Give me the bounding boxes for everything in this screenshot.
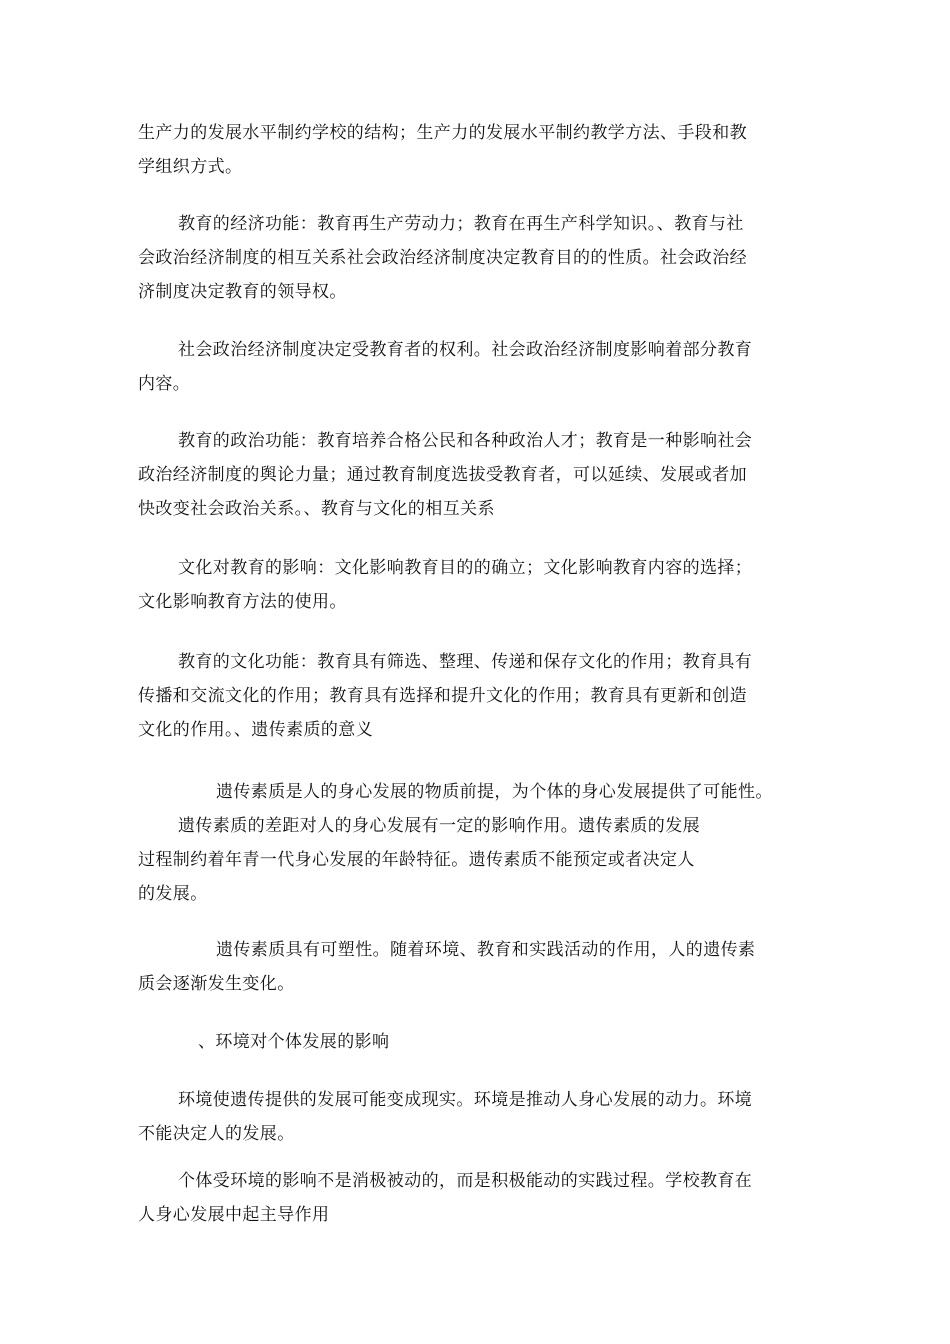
paragraph-6: [138, 645, 818, 747]
text-line: 遗传素质的差距对人的身心发展有一定的影响作用。遗传素质的发展: [178, 816, 700, 836]
text-line: 生产力的发展水平制约学校的结构；生产力的发展水平制约教学方法、手段和教: [138, 123, 747, 143]
text-line: 教育的经济功能：教育再生产劳动力；教育在再生产科学知识。、教育与社: [178, 214, 744, 234]
paragraph-11: [138, 1164, 818, 1232]
text-line: 社会政治经济制度决定受教育者的权利。社会政治经济制度影响着部分教育: [178, 340, 753, 360]
paragraph-1: [138, 116, 818, 184]
paragraph-3: [138, 333, 818, 401]
text-line: 不能决定人的发展。: [138, 1124, 295, 1144]
text-line: 个体受环境的影响不是消极被动的，而是积极能动的实践过程。学校教育在: [178, 1171, 753, 1191]
text-line: 教育的文化功能：教育具有筛选、整理、传递和保存文化的作用；教育具有: [178, 652, 753, 672]
text-line: 质会逐渐发生变化。: [138, 974, 295, 994]
section-heading: [138, 1025, 818, 1059]
text-line: 遗传素质具有可塑性。随着环境、教育和实践活动的作用，人的遗传素: [216, 940, 756, 960]
text-line: 过程制约着年青一代身心发展的年龄特征。遗传素质不能预定或者决定人: [138, 850, 695, 870]
text-line: 济制度决定教育的领导权。: [138, 282, 347, 302]
text-line: 传播和交流文化的作用；教育具有选择和提升文化的作用；教育具有更新和创造: [138, 686, 747, 706]
text-line: 文化影响教育方法的使用。: [138, 592, 347, 612]
text-line: 文化的作用。、遗传素质的意义: [138, 720, 374, 740]
text-line: 的发展。: [138, 884, 208, 904]
paragraph-7: [138, 775, 818, 911]
text-line: 学组织方式。: [138, 157, 243, 177]
paragraph-2: [138, 207, 818, 309]
text-line: 、环境对个体发展的影响: [198, 1032, 390, 1052]
paragraph-10: [138, 1083, 818, 1151]
paragraph-8: [138, 933, 818, 1001]
text-line: 环境使遗传提供的发展可能变成现实。环境是推动人身心发展的动力。环境: [178, 1090, 753, 1110]
paragraph-4: [138, 424, 818, 526]
text-line: 内容。: [138, 374, 191, 394]
text-line: 会政治经济制度的相互关系社会政治经济制度决定教育目的的性质。社会政治经: [138, 248, 747, 268]
text-line: 政治经济制度的舆论力量；通过教育制度选拔受教育者，可以延续、发展或者加: [138, 465, 747, 485]
text-line: 快改变社会政治关系。、教育与文化的相互关系: [138, 499, 495, 519]
text-line: 教育的政治功能：教育培养合格公民和各种政治人才；教育是一种影响社会: [178, 431, 753, 451]
text-line: 人身心发展中起主导作用: [138, 1205, 330, 1225]
paragraph-5: [138, 551, 818, 619]
text-line: 遗传素质是人的身心发展的物质前提，为个体的身心发展提供了可能性。: [216, 782, 773, 802]
text-line: 文化对教育的影响：文化影响教育目的的确立；文化影响教育内容的选择；: [178, 558, 753, 578]
